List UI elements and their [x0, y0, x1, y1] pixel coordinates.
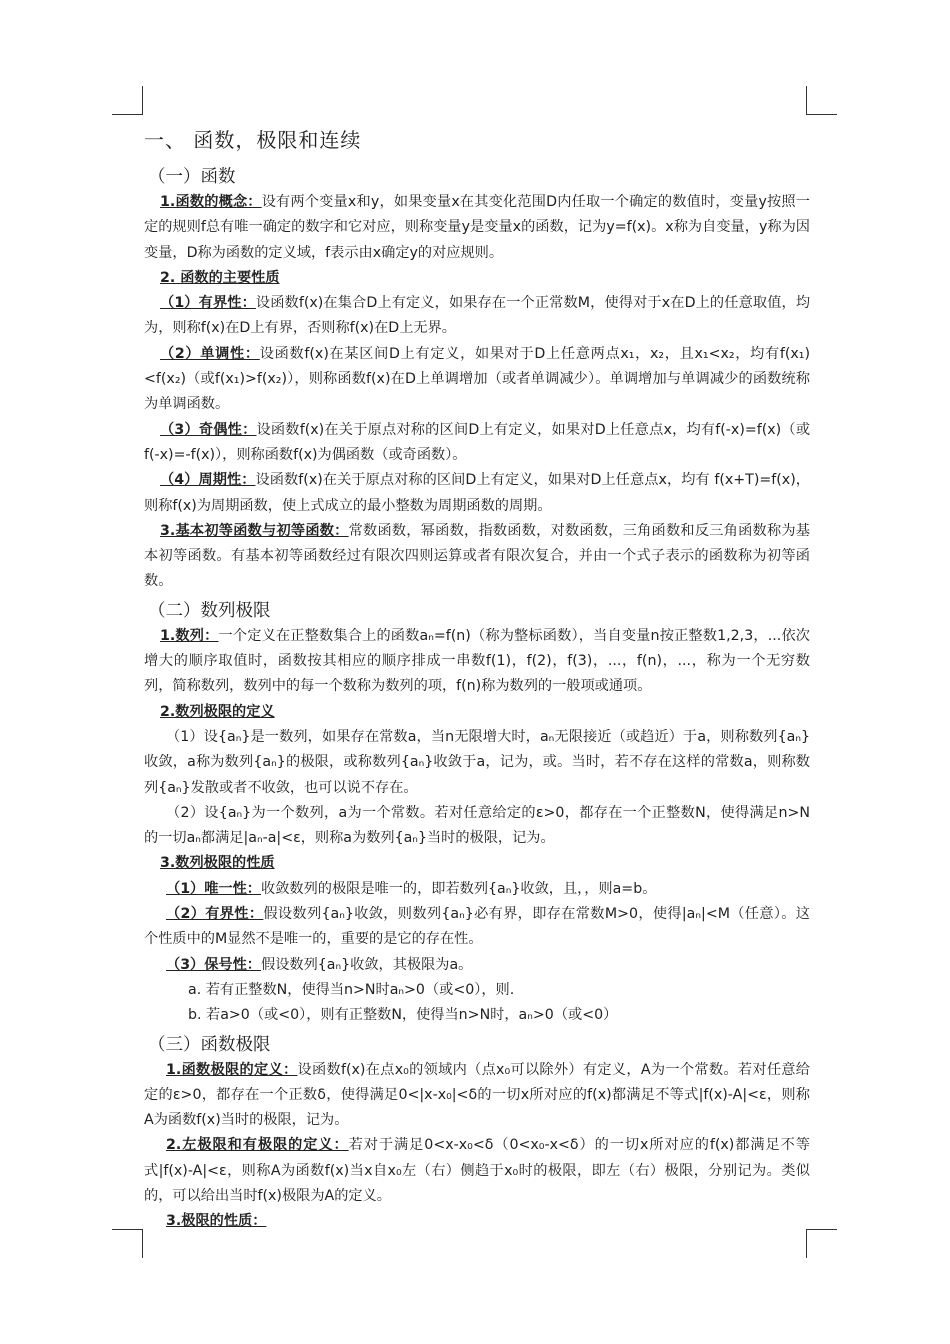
- paragraph-label: （4）周期性：: [160, 472, 256, 489]
- paragraph-label: （2）单调性：: [160, 345, 260, 362]
- paragraph-text: 一个定义在正整数集合上的函数aₙ=f(n)（称为整标函数），当自变量n按正整数1,2,3，...依次增大的顺序取值时，函数按其相应的顺序排成一串数f(1)，f(2)，f(3)，...，f(n)，...，称为一个无穷数列，简称数列，数列中的每一个数称为数列的项，f(n)称为数列的一般项或通项。: [144, 627, 810, 695]
- paragraph: [144, 1133, 810, 1209]
- paragraph: [144, 519, 810, 595]
- subheading: 2.数列极限的定义: [160, 703, 275, 720]
- paragraph: [144, 468, 810, 519]
- paragraph: [144, 624, 810, 700]
- paragraph-text: 设有两个变量x和y，如果变量x在其变化范围D内任取一个确定的数值时，变量y按照一定的规则f总有唯一确定的数字和它对应，则称变量y是变量x的函数，记为y=f(x)。x称为自变量，y称为因变量，D称为函数的定义域，f表示由x确定y的对应规则。: [144, 194, 810, 261]
- chapter-title: 一、 函数，极限和连续: [144, 128, 362, 152]
- paragraph: [144, 902, 810, 953]
- subheading: 3.极限的性质：: [166, 1213, 267, 1230]
- paragraph-text: 假设数列{aₙ}收敛，其极限为a。: [261, 956, 473, 973]
- paragraph-label: （2）有界性：: [166, 906, 264, 923]
- paragraph-label: （1）唯一性：: [166, 880, 261, 897]
- paragraph-text: 设函数f(x)在关于原点对称的区间D上有定义，如果对D上任意点x，均有f(-x)=f(x)（或f(-x)=-f(x)），则称函数f(x)为偶函数（或奇函数）。: [144, 421, 811, 463]
- paragraph-text: 若对于满足0<x-x₀<δ（0<x₀-x<δ）的一切x所对应的f(x)都满足不等式|f(x)-A|<ε，则称A为函数f(x)当x自x₀左（右）侧趋于x₀时的极限，即左（右）极限，分别记为。类似的，可以给出当时f(x)极限为A的定义。: [144, 1137, 810, 1204]
- paragraph-label: 1.函数极限的定义：: [166, 1061, 298, 1078]
- paragraph-text: 常数函数，幂函数，指数函数，对数函数，三角函数和反三角函数称为基本初等函数。有基本初等函数经过有限次四则运算或者有限次复合，并由一个式子表示的函数称为初等函数。: [144, 522, 810, 590]
- paragraph: [144, 418, 810, 469]
- paragraph-label: （1）有界性：: [160, 295, 256, 312]
- paragraph-label: 3.基本初等函数与初等函数：: [160, 522, 349, 539]
- subheading: 2. 函数的主要性质: [160, 269, 280, 286]
- paragraph-label: （3）奇偶性：: [160, 421, 257, 438]
- paragraph: （1）设{aₙ}是一数列，如果存在常数a，当n无限增大时，aₙ无限接近（或趋近）于a，则称数列{aₙ}收敛，a称为数列{aₙ}的极限，或称数列{aₙ}收敛于a，记为，或。当时，若不存在这样的常数a，则称数列{aₙ}发散或者不收敛，也可以说不存在。: [144, 728, 810, 796]
- paragraph-label: 1.函数的概念：: [160, 194, 262, 210]
- section-heading-functions: （一）函数: [148, 167, 236, 187]
- paragraph-text: 设函数f(x)在集合D上有定义，如果存在一个正常数M，使得对于x在D上的任意取值，均为，则称f(x)在D上有界，否则称f(x)在D上无界。: [144, 295, 811, 337]
- paragraph-text: 设函数f(x)在某区间D上有定义，如果对于D上任意两点x₁，x₂，且x₁<x₂，均有f(x₁)<f(x₂)（或f(x₁)>f(x₂)），则称函数f(x)在D上单调增加（或者单调减少）。单调增加与单调减少的函数统称为单调函数。: [144, 345, 811, 413]
- crop-mark-bottom-left: [112, 1229, 143, 1258]
- crop-mark-top-right: [806, 86, 837, 115]
- paragraph: [144, 291, 810, 342]
- subheading: 3.数列极限的性质: [160, 855, 275, 872]
- paragraph-label: （3）保号性：: [166, 956, 261, 973]
- paragraph-text: 设函数f(x)在点x₀的领域内（点x₀可以除外）有定义，A为一个常数。若对任意给定的ε>0，都存在一个正数δ，使得满足0<|x-x₀|<δ的一切x所对应的f(x)都满足不等式|f(x)-A|<ε，则称A为函数f(x)当时的极限，记为。: [144, 1061, 810, 1129]
- section-heading-sequence-limits: （二）数列极限: [148, 600, 271, 621]
- paragraph-text: 设函数f(x)在关于原点对称的区间D上有定义，如果对D上任意点x，均有 f(x+T)=f(x)，则称f(x)为周期函数，使上式成立的最小整数为周期函数的周期。: [144, 472, 810, 514]
- paragraph-text: 收敛数列的极限是唯一的，即若数列{aₙ}收敛，且，，则a=b。: [261, 880, 657, 897]
- document-page: [144, 118, 810, 1235]
- list-item: a. 若有正整数N，使得当n>N时aₙ>0（或<0），则.: [188, 981, 515, 998]
- paragraph-label: 1.数列：: [160, 627, 219, 644]
- paragraph-text: 假设数列{aₙ}收敛，则数列{aₙ}必有界，即存在常数M>0，使得|aₙ|<M（任意）。这个性质中的M显然不是唯一的，重要的是它的存在性。: [144, 906, 810, 948]
- paragraph-label: 2.左极限和有极限的定义：: [166, 1137, 349, 1154]
- crop-mark-bottom-right: [806, 1229, 837, 1258]
- paragraph: （2）设{aₙ}为一个数列，a为一个常数。若对任意给定的ε>0，都存在一个正整数N，使得满足n>N的一切aₙ都满足|aₙ-a|<ε，则称a为数列{aₙ}当时的极限，记为。: [144, 804, 810, 847]
- paragraph: [144, 877, 810, 902]
- list-item: b. 若a>0（或<0），则有正整数N，使得当n>N时，aₙ>0（或<0）: [188, 1007, 618, 1024]
- paragraph: [144, 190, 810, 266]
- crop-mark-top-left: [112, 86, 143, 115]
- section-heading-function-limits: （三）函数极限: [148, 1034, 271, 1055]
- paragraph: [144, 342, 810, 418]
- paragraph: [144, 953, 810, 978]
- paragraph: [144, 1058, 810, 1134]
